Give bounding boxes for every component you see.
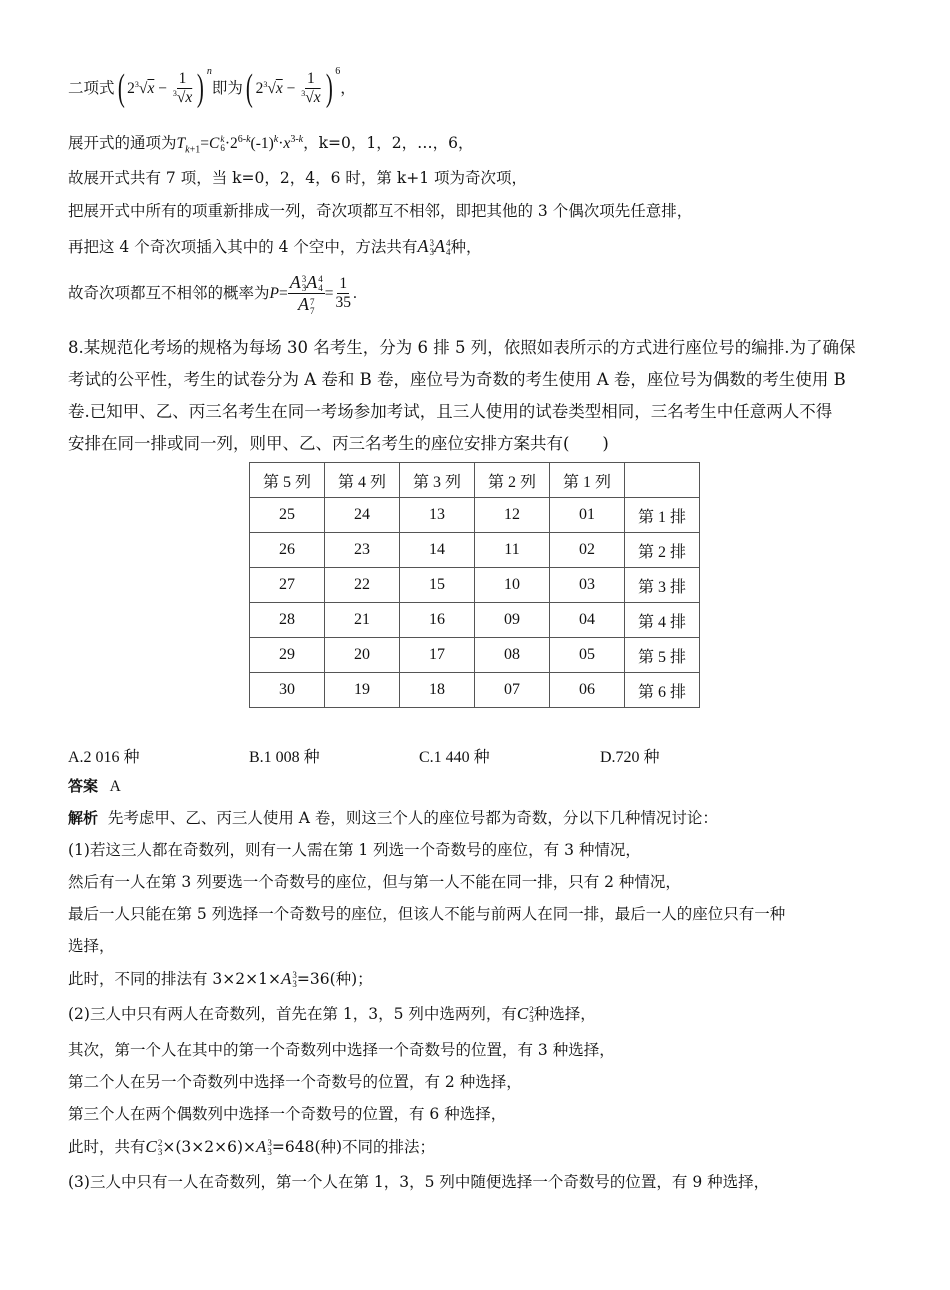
solution-line-6: 故奇次项都互不相邻的概率为P= A 3 3 A 4 4 A 7 7 = $\frac{1}{35}$ . (68, 272, 357, 316)
table-header-row (250, 463, 700, 498)
probability-fraction: A 3 3 A 4 4 A 7 7 (289, 272, 323, 316)
table-cell: 25 (250, 498, 325, 533)
table-cell: 第 6 排 (625, 673, 700, 708)
table-cell: 06 (550, 673, 625, 708)
seat-table (249, 462, 700, 708)
answer-label: 答案 (68, 777, 99, 795)
table-cell: 15 (400, 568, 475, 603)
analysis-line-6: 此时，不同的排法有 3×2×1×A 3 3 =36(种)； (68, 969, 373, 989)
solution-line-5: 再把这 4 个奇次项插入其中的 4 个空中，方法共有A 3 3 A 4 4 种， (68, 236, 482, 257)
analysis-line-8: 其次，第一个人在其中的第一个奇数列中选择一个奇数号的位置，有 3 种选择， (68, 1041, 615, 1059)
table-header-cell: 第 5 列 (250, 463, 325, 498)
answer-value: A (109, 778, 121, 795)
table-cell: 21 (325, 603, 400, 638)
question-line-4: 安排在同一排或同一列，则甲、乙、丙三名考生的座位安排方案共有( ) (68, 434, 609, 453)
analysis-line-2: (1)若这三人都在奇数列，则有一人需在第 1 列选一个奇数号的座位，有 3 种情况， (68, 841, 641, 859)
table-row (250, 568, 700, 603)
solution-line-1: 二项式( $2^3√x$ − $\frac{1}{^3√x}$ ) $^n$即为( $2^3√x$ − $\frac{1}{^3√x}$ ) $^6$， (68, 66, 356, 109)
analysis-label: 解析 (68, 809, 99, 827)
fraction-1-over-root-x: $\frac{1}{^3√x}$ (172, 70, 193, 106)
table-header-cell (625, 463, 700, 498)
table-cell: 07 (475, 673, 550, 708)
option-d: D.720 种 (600, 749, 660, 766)
table-cell: 第 5 排 (625, 638, 700, 673)
option-c: C.1 440 种 (419, 749, 490, 766)
table-cell: 18 (400, 673, 475, 708)
analysis-line-11: 此时，共有C 2 3 ×(3×2×6)×A 3 3 =648(种)不同的排法； (68, 1137, 436, 1157)
table-cell: 05 (550, 638, 625, 673)
analysis-line-12: (3)三人中只有一人在奇数列，第一个人在第 1，3，5 列中随便选择一个奇数号的位置，有 9 种选择， (68, 1173, 770, 1191)
table-cell: 03 (550, 568, 625, 603)
table-cell: 24 (325, 498, 400, 533)
analysis-line-3: 然后有一人在第 3 列要选一个奇数号的座位，但与第一人不能在同一排，只有 2 种情况， (68, 873, 681, 891)
table-cell: 09 (475, 603, 550, 638)
table-cell: 13 (400, 498, 475, 533)
table-cell: 30 (250, 673, 325, 708)
option-a: A.2 016 种 (68, 749, 140, 766)
table-row (250, 603, 700, 638)
analysis-line-10: 第三个人在两个偶数列中选择一个奇数号的位置，有 6 种选择， (68, 1105, 507, 1123)
table-cell: 第 4 排 (625, 603, 700, 638)
table-cell: 01 (550, 498, 625, 533)
table-cell: 12 (475, 498, 550, 533)
table-cell: 04 (550, 603, 625, 638)
table-cell: 第 2 排 (625, 533, 700, 568)
table-cell: 27 (250, 568, 325, 603)
analysis-line-7: (2)三人中只有两人在奇数列，首先在第 1，3，5 列中选两列，有C 2 3 种选择， (68, 1004, 596, 1024)
table-row (250, 673, 700, 708)
table-cell: 第 1 排 (625, 498, 700, 533)
question-line-2: 考试的公平性，考生的试卷分为 A 卷和 B 卷，座位号为奇数的考生使用 A 卷，座位号为偶数的考生使用 B (68, 370, 846, 389)
table-cell: 08 (475, 638, 550, 673)
table-row (250, 533, 700, 568)
table-cell: 10 (475, 568, 550, 603)
table-cell: 14 (400, 533, 475, 568)
table-cell: 11 (475, 533, 550, 568)
analysis-line-9: 第二个人在另一个奇数列中选择一个奇数号的位置，有 2 种选择， (68, 1073, 522, 1091)
analysis-line-4: 最后一人只能在第 5 列选择一个奇数号的座位，但该人不能与前两人在同一排，最后一人的座位只有一种 (68, 905, 786, 923)
table-header-cell: 第 3 列 (400, 463, 475, 498)
analysis-line-1: 解析 先考虑甲、乙、丙三人使用 A 卷，则这三个人的座位号都为奇数，分以下几种情况讨论： (68, 809, 718, 827)
question-line-1: 8.某规范化考场的规格为每场 30 名考生，分为 6 排 5 列，依照如表所示的方式进行座位号的编排.为了确保 (68, 338, 856, 357)
answer-line (68, 777, 121, 797)
cube-root-x: $^3$√x (134, 79, 155, 97)
table-row (250, 498, 700, 533)
table-cell: 16 (400, 603, 475, 638)
table-cell: 20 (325, 638, 400, 673)
table-cell: 02 (550, 533, 625, 568)
solution-line-2: 展开式的通项为$T_{k+1}=C$ k 6 $\cdot 2^{6-k}(-1)^k\cdot x^{3-k}$，k=0，1，2，…，6， (68, 134, 474, 156)
table-header-cell: 第 4 列 (325, 463, 400, 498)
table-header-cell: 第 1 列 (550, 463, 625, 498)
table-cell: 29 (250, 638, 325, 673)
question-line-3: 卷.已知甲、乙、丙三名考生在同一考场参加考试，且三人使用的试卷类型相同，三名考生中任意两人不得 (68, 402, 833, 421)
option-b: B.1 008 种 (249, 749, 320, 766)
table-cell: 17 (400, 638, 475, 673)
analysis-line-5: 选择， (68, 937, 115, 955)
table-cell: 28 (250, 603, 325, 638)
table-cell: 26 (250, 533, 325, 568)
table-cell: 23 (325, 533, 400, 568)
table-cell: 19 (325, 673, 400, 708)
solution-line-4: 把展开式中所有的项重新排成一列，奇次项都互不相邻，即把其他的 3 个偶次项先任意排， (68, 202, 693, 220)
solution-line-3: 故展开式共有 7 项，当 k=0，2，4，6 时，第 k+1 项为奇次项， (68, 169, 527, 187)
table-cell: 22 (325, 568, 400, 603)
table-header-cell: 第 2 列 (475, 463, 550, 498)
table-cell: 第 3 排 (625, 568, 700, 603)
table-row (250, 638, 700, 673)
